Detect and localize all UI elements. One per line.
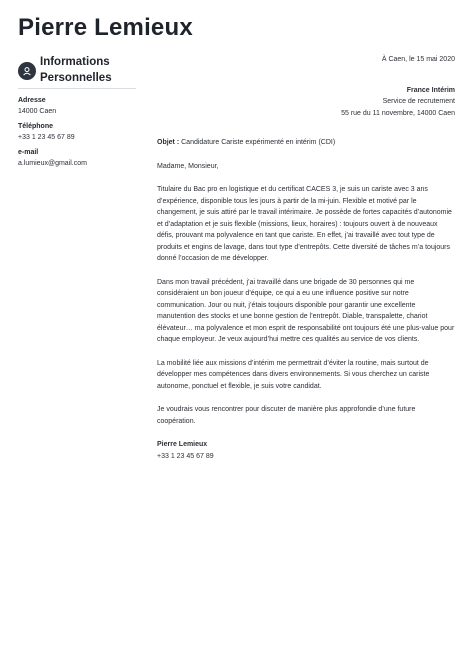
- letter-body: [157, 54, 455, 462]
- paragraph-4: Je voudrais vous rencontrer pour discuter de manière plus approfondie d’une future coopération.: [157, 406, 416, 425]
- subject-text: Candidature Cariste expérimenté en intérim (CDI): [179, 139, 336, 146]
- personal-info-header: [18, 54, 138, 86]
- letter-date: À Caen, le 15 mai 2020: [381, 56, 455, 63]
- section-title-line2: Personnelles: [40, 72, 112, 84]
- sidebar: [18, 54, 138, 167]
- paragraph-2: Dans mon travail précédent, j’ai travaillé dans une brigade de 30 personnes qui me considéraient un bon joueur d’équipe, ce qui a eu une influence positive sur notre communication. Jour ou nuit, j’étais toujours disponible pour garantir une excellente manutention des stocks et une bonne gestion de l’entrepôt. Diable, transpalette, chariot élévateur… ma polyvalence et mon esprit de responsabilité ont toujours été une plus-value pour chaque employeur. Je veux aujourd’hui mettre ces qualités au service de vos clients.: [157, 278, 455, 343]
- greeting: Madame, Monsieur,: [157, 162, 219, 170]
- phone-label: Téléphone: [18, 123, 54, 130]
- recipient-org: France Intérim: [406, 86, 455, 94]
- paragraph-1: Titulaire du Bac pro en logistique et du certificat CACES 3, je suis un cariste avec 3 ans d’expérience, disponible tous les jours à partir de la mi-juin. Flexible et motivé par le changement, je suis attiré par le travail intérimaire. Je possède de fortes capacités d’autonomie et d’adaptation et je suis flexible (missions, lieux, horaires) : toujours ouvert à de nouveaux défis, prouvant ma polyvalence en tant que cariste. En effet, j’ai travaillé avec tout type de produits et engins de lavage, dans tout type d’entrepôts. Cette diversité de tâches m’a toujours donné l’occasion de me développer.: [157, 186, 452, 262]
- phone-value: +33 1 23 45 67 89: [18, 134, 75, 141]
- section-divider: [18, 88, 136, 89]
- recipient-dept: Service de recrutement: [382, 98, 455, 105]
- signature-phone: +33 1 23 45 67 89: [157, 452, 214, 460]
- subject-label: Objet :: [157, 139, 180, 146]
- signature-name: Pierre Lemieux: [157, 441, 208, 448]
- email-value: a.lumieux@gmail.com: [18, 160, 87, 167]
- section-title: [40, 54, 112, 86]
- email-label: e-mail: [18, 149, 39, 156]
- recipient-address: 55 rue du 11 novembre, 14000 Caen: [341, 109, 455, 117]
- address-value: 14000 Caen: [18, 108, 57, 115]
- subject-line: [157, 137, 455, 149]
- paragraph-3: La mobilité liée aux missions d’intérim me permettrait d’éviter la routine, mais surtout de développer mes compétences dans divers environnements. Si vous cherchez un cariste autonome, ponctuel et flexible, je suis votre candidat.: [157, 359, 430, 390]
- user-icon: [18, 62, 36, 80]
- address-label: Adresse: [18, 97, 46, 104]
- applicant-name: Pierre Lemieux: [18, 14, 193, 41]
- section-title-line1: Informations: [40, 56, 110, 68]
